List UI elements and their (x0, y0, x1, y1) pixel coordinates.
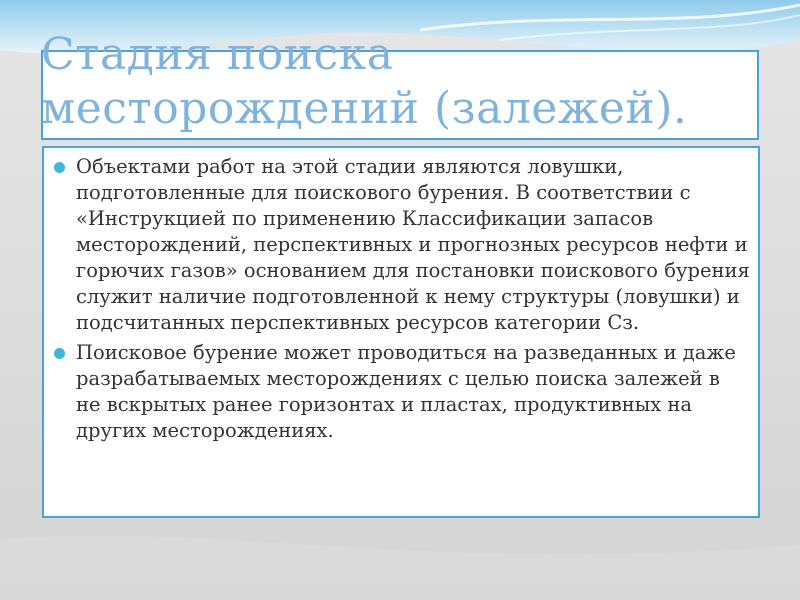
bullet-item (54, 340, 750, 444)
bullet-text: Поисковое бурение может проводиться на разведанных и даже разрабатываемых месторождениях с целью поиска залежей в не вскрытых ранее горизонтах и пластах, продуктивных на других месторождениях. (76, 341, 736, 442)
bullet-dot-icon (54, 162, 65, 173)
slide-title: Стадия поиска месторождений (залежей). (41, 29, 688, 134)
bullet-list (54, 154, 750, 444)
content-frame (42, 146, 760, 518)
bullet-text: Объектами работ на этой стадии являются ловушки, подготовленные для поискового бурения. В соответствии с «Инструкцией по применению Классификации запасов месторождений, перспективных и прогнозных ресурсов нефти и горючих газов» основанием для постановки поискового бурения служит наличие подготовленной к нему структуры (ловушки) и подсчитанных перспективных ресурсов категории Сз. (76, 155, 750, 334)
bullet-item (54, 154, 750, 336)
bullet-dot-icon (54, 348, 65, 359)
